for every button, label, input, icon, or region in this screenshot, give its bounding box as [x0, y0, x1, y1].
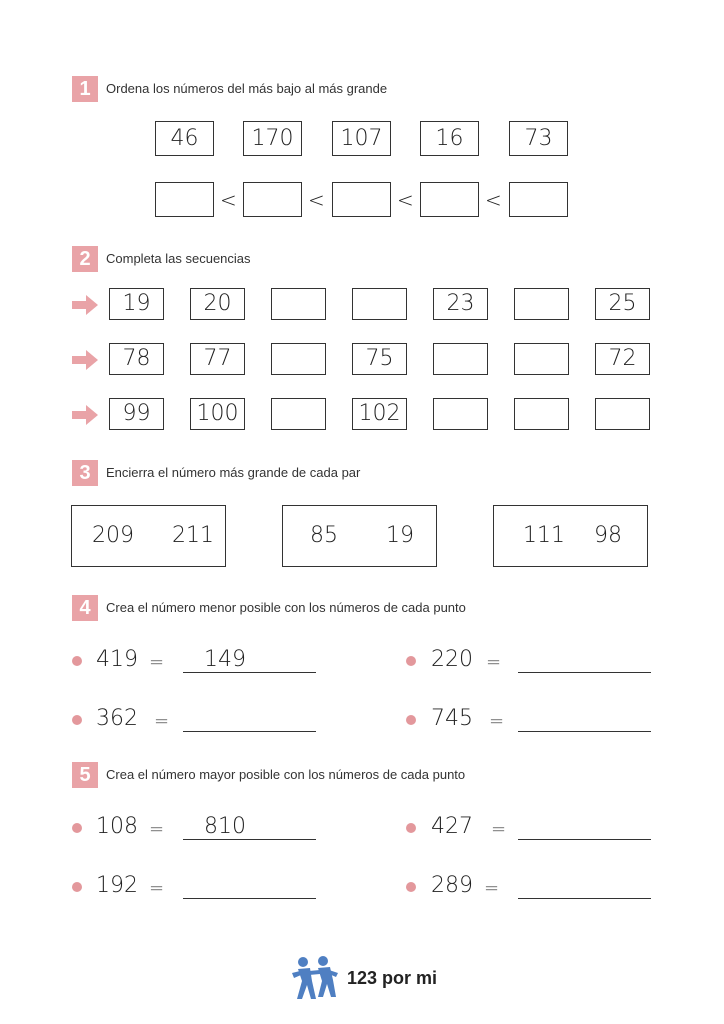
sequence-box[interactable]: [514, 398, 569, 430]
bullet-dot: [406, 882, 416, 892]
source-number: 192: [96, 873, 138, 898]
sequence-box: 23: [433, 288, 488, 320]
equals-sign: =: [149, 819, 165, 840]
pair-number[interactable]: 98: [594, 523, 622, 548]
sequence-box[interactable]: [433, 343, 488, 375]
sequence-box[interactable]: [514, 288, 569, 320]
order-number-box: 107: [332, 121, 391, 156]
section-4-badge: 4: [72, 595, 98, 621]
bullet-dot: [72, 715, 82, 725]
answer-text: 149: [204, 647, 246, 672]
answer-line[interactable]: [518, 731, 651, 732]
section-3-instruction: Encierra el número más grande de cada par: [106, 465, 361, 480]
bullet-dot: [72, 882, 82, 892]
less-than-sign: <: [485, 188, 502, 212]
sequence-box[interactable]: [433, 398, 488, 430]
sequence-box[interactable]: [271, 343, 326, 375]
sequence-box: 72: [595, 343, 650, 375]
order-answer-box[interactable]: [243, 182, 302, 217]
answer-line[interactable]: [183, 672, 316, 673]
equals-sign: =: [149, 652, 165, 673]
pair-number[interactable]: 209: [92, 523, 134, 548]
answer-line[interactable]: [518, 898, 651, 899]
pair-number[interactable]: 211: [172, 523, 214, 548]
brand-name: 123 por mi: [347, 968, 438, 988]
sequence-box[interactable]: [271, 288, 326, 320]
pair-number[interactable]: 85: [310, 523, 338, 548]
less-than-sign: <: [397, 188, 414, 212]
bullet-dot: [72, 656, 82, 666]
order-number-box: 16: [420, 121, 479, 156]
source-number: 427: [431, 814, 473, 839]
source-number: 745: [431, 706, 473, 731]
section-1-badge: 1: [72, 76, 98, 102]
bullet-dot: [406, 823, 416, 833]
kids-logo-icon: [290, 955, 340, 1001]
sequence-box[interactable]: [514, 343, 569, 375]
source-number: 289: [431, 873, 473, 898]
equals-sign: =: [154, 711, 170, 732]
arrow-right-icon: [72, 405, 98, 425]
section-2-badge: 2: [72, 246, 98, 272]
bullet-dot: [72, 823, 82, 833]
less-than-sign: <: [220, 188, 237, 212]
sequence-box[interactable]: [271, 398, 326, 430]
section-5-instruction: Crea el número mayor posible con los números de cada punto: [106, 767, 466, 782]
sequence-box: 78: [109, 343, 164, 375]
order-answer-box[interactable]: [332, 182, 391, 217]
sequence-box: 19: [109, 288, 164, 320]
sequence-box[interactable]: [595, 398, 650, 430]
arrow-right-icon: [72, 295, 98, 315]
equals-sign: =: [484, 878, 500, 899]
answer-line[interactable]: [183, 731, 316, 732]
bullet-dot: [406, 715, 416, 725]
section-5-badge: 5: [72, 762, 98, 788]
order-answer-box[interactable]: [509, 182, 568, 217]
sequence-box: 75: [352, 343, 407, 375]
sequence-box: 100: [190, 398, 245, 430]
number-pair-box: [493, 505, 648, 567]
equals-sign: =: [491, 819, 507, 840]
source-number: 108: [96, 814, 138, 839]
arrow-right-icon: [72, 350, 98, 370]
order-number-box: 46: [155, 121, 214, 156]
order-answer-box[interactable]: [420, 182, 479, 217]
section-2-instruction: Completa las secuencias: [106, 251, 251, 266]
pair-number[interactable]: 111: [523, 523, 565, 548]
source-number: 419: [96, 647, 138, 672]
sequence-box[interactable]: [352, 288, 407, 320]
section-1-instruction: Ordena los números del más bajo al más grande: [106, 81, 388, 96]
source-number: 220: [431, 647, 473, 672]
section-4-instruction: Crea el número menor posible con los números de cada punto: [106, 600, 466, 615]
number-pair-box: [71, 505, 226, 567]
answer-line[interactable]: [183, 898, 316, 899]
sequence-box: 20: [190, 288, 245, 320]
sequence-box: 77: [190, 343, 245, 375]
answer-line[interactable]: [518, 839, 651, 840]
order-number-box: 170: [243, 121, 302, 156]
equals-sign: =: [489, 711, 505, 732]
order-answer-box[interactable]: [155, 182, 214, 217]
equals-sign: =: [149, 878, 165, 899]
answer-line[interactable]: [183, 839, 316, 840]
answer-text: 810: [204, 814, 246, 839]
sequence-box: 102: [352, 398, 407, 430]
pair-number[interactable]: 19: [386, 523, 414, 548]
number-pair-box: [282, 505, 437, 567]
less-than-sign: <: [308, 188, 325, 212]
sequence-box: 25: [595, 288, 650, 320]
sequence-box: 99: [109, 398, 164, 430]
section-3-badge: 3: [72, 460, 98, 486]
bullet-dot: [406, 656, 416, 666]
order-number-box: 73: [509, 121, 568, 156]
answer-line[interactable]: [518, 672, 651, 673]
equals-sign: =: [486, 652, 502, 673]
source-number: 362: [96, 706, 138, 731]
